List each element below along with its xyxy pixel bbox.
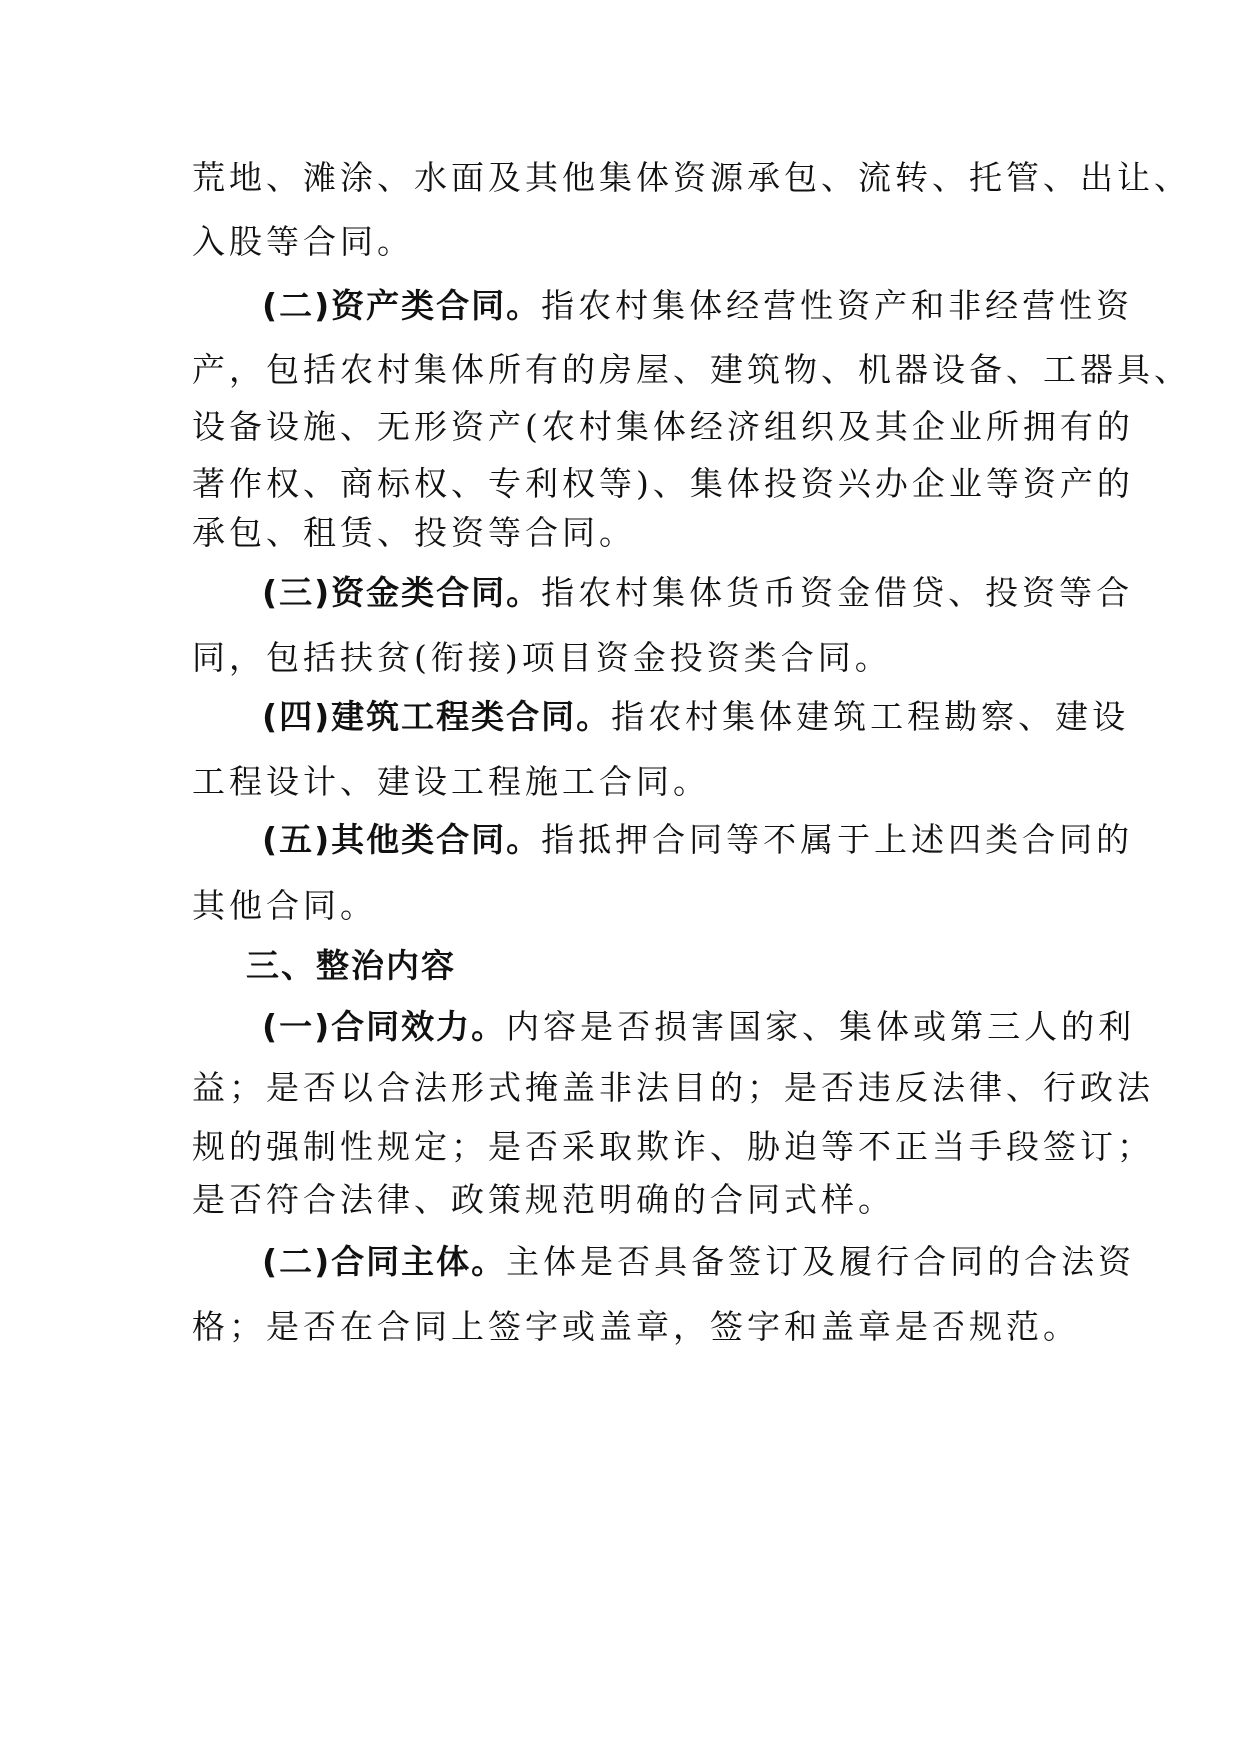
other-contract-paragraph	[262, 816, 1132, 864]
intro-line-1: 荒地、滩涂、水面及其他集体资源承包、流转、托管、出让、	[192, 158, 1191, 197]
construction-contract-text-2: 工程设计、建设工程施工合同。	[192, 762, 710, 801]
other-contract-text-2: 其他合同。	[192, 886, 377, 925]
validity-text-3: 规的强制性规定；是否采取欺诈、胁迫等不正当手段签订；	[192, 1127, 1154, 1166]
subject-paragraph	[262, 1238, 1136, 1286]
subject-text-1: 主体是否具备签订及履行合同的合法资	[506, 1242, 1136, 1281]
other-contract-text-1: 指抵押合同等不属于上述四类合同的	[541, 820, 1134, 859]
asset-contract-text-3: 设备设施、无形资产(农村集体经济组织及其企业所拥有的	[192, 407, 1134, 446]
section-heading: 三、整治内容	[246, 946, 456, 985]
asset-contract-title: (二)资产类合同。	[262, 286, 542, 325]
fund-contract-paragraph	[262, 569, 1132, 617]
intro-line-2: 入股等合同。	[192, 222, 414, 261]
asset-contract-text-5: 承包、租赁、投资等合同。	[192, 513, 636, 552]
asset-contract-text-4: 著作权、商标权、专利权等)、集体投资兴办企业等资产的	[192, 464, 1134, 503]
construction-contract-paragraph	[262, 693, 1132, 741]
fund-contract-text-1: 指农村集体货币资金借贷、投资等合	[541, 573, 1134, 612]
asset-contract-text-2: 产，包括农村集体所有的房屋、建筑物、机器设备、工器具、	[192, 350, 1191, 389]
validity-text-1: 内容是否损害国家、集体或第三人的利	[506, 1007, 1136, 1046]
construction-contract-title: (四)建筑工程类合同。	[262, 697, 612, 736]
validity-text-4: 是否符合法律、政策规范明确的合同式样。	[192, 1180, 895, 1219]
fund-contract-text-2: 同，包括扶贫(衔接)项目资金投资类合同。	[192, 638, 892, 677]
asset-contract-text-1: 指农村集体经营性资产和非经营性资	[541, 286, 1134, 325]
validity-text-2: 益；是否以合法形式掩盖非法目的；是否违反法律、行政法	[192, 1068, 1154, 1107]
asset-contract-paragraph	[262, 282, 1132, 330]
construction-contract-text-1: 指农村集体建筑工程勘察、建设	[611, 697, 1130, 736]
subject-text-2: 格；是否在合同上签字或盖章，签字和盖章是否规范。	[192, 1307, 1080, 1346]
other-contract-title: (五)其他类合同。	[262, 820, 542, 859]
validity-paragraph	[262, 1003, 1136, 1051]
validity-title: (一)合同效力。	[262, 1007, 507, 1046]
fund-contract-title: (三)资金类合同。	[262, 573, 542, 612]
subject-title: (二)合同主体。	[262, 1242, 507, 1281]
